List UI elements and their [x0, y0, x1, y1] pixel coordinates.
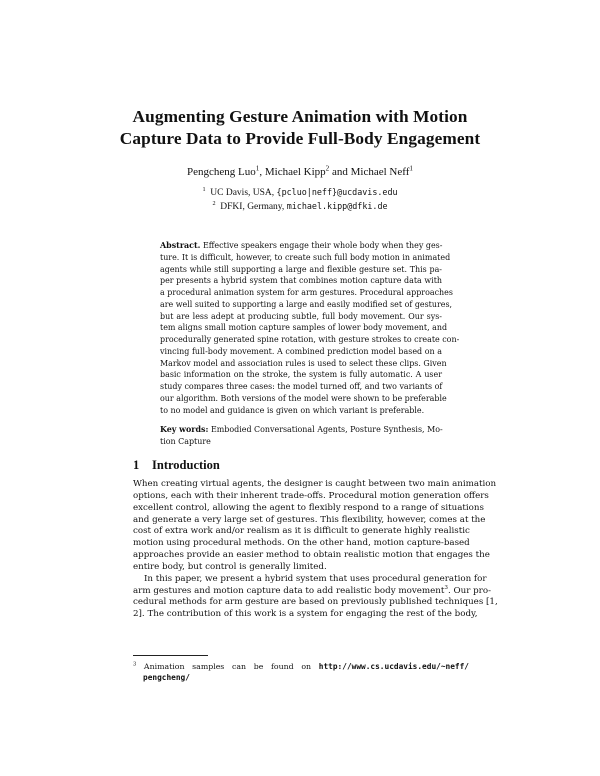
affiliation-marker: 1 — [255, 164, 260, 173]
abstract-line: Markov model and association rules is used to select these clips. Given — [160, 358, 447, 368]
abstract-line: tem aligns small motion capture samples of lower body movement, and — [160, 323, 448, 333]
keywords-label: Key words: — [160, 425, 209, 435]
abstract-label: Abstract. — [160, 241, 201, 250]
abstract-line: ture. It is difficult, however, to create such full body motion in animated — [160, 252, 451, 262]
affiliation-marker: 1 — [409, 164, 413, 173]
abstract-paragraph — [160, 240, 460, 416]
keywords-paragraph — [160, 424, 442, 448]
body-line: excellent control, allowing the agent to flexibly respond to a range of situations — [133, 502, 484, 513]
footnote-link[interactable]: http://www.cs.ucdavis.edu/~neff/ — [318, 662, 469, 671]
affiliation-item — [0, 186, 600, 200]
section-number: 1 — [133, 458, 140, 472]
author-name: Michael Kipp — [264, 166, 326, 178]
abstract-line: per presents a hybrid system that combines motion capture data with — [160, 276, 442, 286]
footnote-marker[interactable]: 3 — [444, 584, 448, 591]
affiliation-text: UC Davis, USA, — [210, 188, 277, 198]
abstract-line: but are less adept at producing subtle, full body movement. Our sys- — [160, 311, 442, 321]
abstract-line: agents while still supporting a large and flexible gesture set. This pa- — [160, 264, 442, 274]
body-line: options, each with their inherent trade-offs. Procedural motion generation offers — [133, 490, 489, 501]
body-line: approaches provide an easier method to obtain realistic motion that engages the — [133, 550, 490, 561]
abstract-line: to no model and guidance is given on which variant is preferable. — [160, 405, 425, 415]
abstract-line: basic information on the stroke, the system is fully automatic. A user — [160, 370, 442, 380]
abstract-line: a procedural animation system for arm gestures. Procedural approaches — [160, 288, 453, 297]
abstract-line: Abstract. Effective speakers engage their whole body when they ges- — [160, 241, 443, 250]
affiliation-number: 2 — [212, 200, 216, 207]
body-line: arm gestures and motion capture data to add realistic body movement$^3$. Our pro- — [133, 584, 492, 596]
body-line: cedural methods for arm gesture are based on previously published techniques [1, — [133, 597, 498, 608]
author-separator: and — [329, 166, 351, 178]
body-line: When creating virtual agents, the designer is caught between two main animation — [133, 479, 497, 489]
body-line: and generate a very large set of gestures. This flexibility, however, comes at the — [133, 514, 486, 525]
introduction-body — [133, 479, 498, 621]
author-name: Pengcheng Luo — [187, 166, 256, 178]
keywords-line: tion Capture — [160, 437, 211, 446]
footnote-number: 3 — [133, 661, 137, 668]
section-title: Introduction — [152, 458, 220, 472]
body-line: entire body, but control is generally limited. — [133, 561, 327, 572]
body-line: cost of extra work and/or realism as it is difficult to generate highly realistic — [133, 526, 470, 537]
footnote-link[interactable]: pengcheng/ — [143, 673, 190, 682]
abstract-line: procedurally generated spine rotation, with gesture strokes to create con- — [160, 335, 460, 344]
abstract-line: vincing full-body movement. A combined prediction model based on a — [160, 346, 442, 356]
body-line: motion using procedural methods. On the other hand, motion capture-based — [133, 538, 470, 549]
abstract-line: are well suited to supporting a large and easily modified set of gestures, — [160, 299, 453, 309]
affiliation-item — [0, 200, 600, 214]
abstract-line: study compares three cases: the model turned off, and two variants of — [160, 382, 443, 391]
title-line-1: Augmenting Gesture Animation with Motion — [132, 107, 468, 126]
footnote-divider — [133, 655, 208, 656]
section-heading — [133, 457, 220, 473]
body-line: In this paper, we present a hybrid system that uses procedural generation for — [144, 573, 487, 584]
affiliation-number: 1 — [202, 186, 206, 193]
affiliation-email: {pcluo|neff}@ucdavis.edu — [276, 187, 398, 197]
footnote — [133, 661, 469, 683]
affiliation-marker: 2 — [325, 164, 330, 173]
author-list — [0, 165, 600, 179]
affiliation-email: michael.kipp@dfki.de — [286, 200, 388, 211]
affiliation-text: DFKI, Germany, — [220, 201, 287, 212]
keywords-line: Key words: Embodied Conversational Agents, Posture Synthesis, Mo- — [160, 425, 443, 435]
paper-title — [0, 106, 600, 150]
affiliation-list — [0, 186, 600, 213]
author-name: Michael Neff — [350, 166, 410, 178]
title-line-2: Capture Data to Provide Full-Body Engagement — [119, 129, 481, 148]
body-line: 2]. The contribution of this work is a system for engaging the rest of the body, — [133, 609, 478, 620]
abstract-line: our algorithm. Both versions of the model were shown to be preferable — [160, 393, 447, 403]
footnote-line — [133, 672, 469, 683]
author-separator: , — [259, 166, 265, 178]
abstract-block — [160, 240, 460, 448]
footnote-line: $^3$ Animation samples can be found on http://www.cs.ucdavis.edu/~neff/ — [133, 661, 469, 671]
